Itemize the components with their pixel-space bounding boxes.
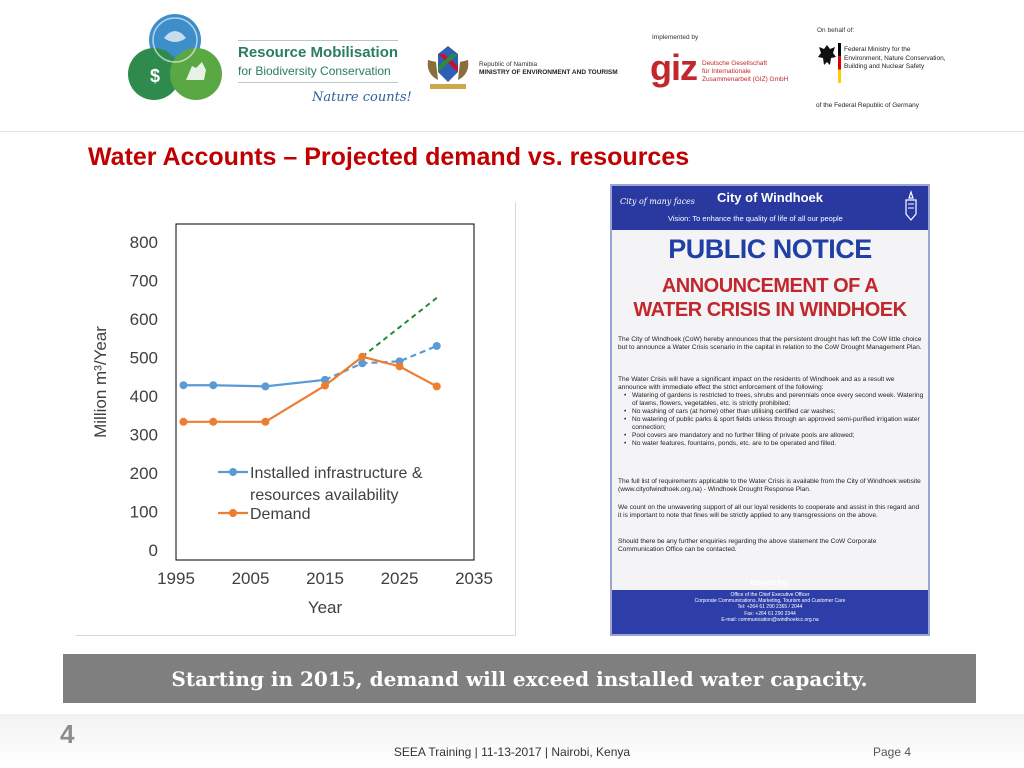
notice-paragraph: We count on the unwavering support of all our loyal residents to cooperate and assist in this regard and it is important to note that fines will be strictly applied to any transgressions on the above. <box>618 504 920 519</box>
issued-line: Tel: +264 61 290 2365 / 2044 <box>737 604 803 611</box>
namibia-country: Republic of Namibia <box>479 61 538 68</box>
notice-bullet-list <box>626 392 924 448</box>
rm-title: Resource Mobilisation <box>238 44 399 61</box>
notice-subheadline <box>612 274 928 322</box>
legend-infrastructure-label: Installed infrastructure & resources availability <box>250 465 423 504</box>
fed-ministry-line: Federal Ministry for the <box>844 46 911 53</box>
infrastructure-point <box>179 381 187 389</box>
issued-line: Office of the Chief Executive Officer <box>730 592 810 598</box>
x-tick-label: 2035 <box>455 569 493 588</box>
x-axis-label: Year <box>307 598 343 617</box>
notice-paragraph <box>618 376 924 448</box>
issued-line: Fax: +264 61 290 2344 <box>744 610 796 617</box>
giz-line: Zusammenarbeit (GIZ) GmbH <box>702 76 789 83</box>
rm-subtitle: for Biodiversity Conservation <box>238 64 391 78</box>
demand-point <box>209 418 217 426</box>
notice-vision: Vision: To enhance the quality of life of all our people <box>668 214 843 223</box>
windhoek-crest-icon <box>900 190 922 226</box>
notice-bullet: • Pool covers are mandatory and no further filling of private pools are allowed; <box>626 432 924 440</box>
y-tick-label: 300 <box>129 425 158 445</box>
notice-subhead-line: WATER CRISIS IN WINDHOEK <box>633 299 907 321</box>
rm-divider-top <box>238 40 398 41</box>
giz-logo: giz <box>650 47 697 88</box>
key-message-banner <box>63 654 976 703</box>
giz-line: Deutsche Gesellschaft <box>702 60 768 67</box>
y-axis-label: Million m³/Year <box>91 326 110 438</box>
notice-body <box>612 230 928 590</box>
city-logo: City of many faces <box>620 197 695 206</box>
rm-divider <box>238 82 398 83</box>
notice-header <box>612 186 928 230</box>
y-tick-label: 800 <box>129 233 158 252</box>
notice-paragraph: The City of Windhoek (CoW) hereby announces that the persistent drought has left the CoW little choice but to announce a Water Crisis scenario in the capital in relation to the CoW Drought Management Plan. <box>618 336 922 351</box>
x-tick-label: 1995 <box>157 569 195 588</box>
notice-issued-details <box>612 592 928 623</box>
namibia-ministry: MINISTRY OF ENVIRONMENT AND TOURISM <box>479 69 618 76</box>
y-tick-label: 600 <box>129 310 158 329</box>
giz-line: für Internationale <box>702 68 751 75</box>
giz-description <box>702 60 788 84</box>
svg-text:$: $ <box>150 66 161 86</box>
x-tick-label: 2015 <box>306 569 344 588</box>
notice-issued-by: Issued by: <box>750 578 790 587</box>
footer-page-label: Page 4 <box>873 745 912 759</box>
notice-paragraph: The full list of requirements applicable to the Water Crisis is available from the City of Windhoek website (www.cityofwindhoek.org.na) - Windhoek Drought Response Plan. <box>618 478 921 493</box>
federal-republic: of the Federal Republic of Germany <box>816 102 919 109</box>
notice-paragraph: Should there be any further enquiries regarding the above statement the CoW Corporate Communication Office can be contacted. <box>618 538 877 553</box>
slide-number: 4 <box>60 719 75 749</box>
public-notice-poster <box>610 184 930 636</box>
namibia-crest-icon <box>424 42 472 92</box>
chart-panel <box>76 202 516 636</box>
demand-trend-line <box>362 298 437 357</box>
demand-point <box>261 418 269 426</box>
banner-text: Starting in 2015, demand will exceed installed water capacity. <box>171 667 868 691</box>
x-tick-label: 2005 <box>231 569 270 588</box>
notice-headline: PUBLIC NOTICE <box>668 234 872 264</box>
header-logos <box>0 0 1024 132</box>
notice-bullet: • No washing of cars (at home) other than utilising certified car washes; <box>626 408 924 416</box>
y-tick-label: 0 <box>148 541 158 560</box>
rm-tagline: Nature counts! <box>312 90 412 105</box>
demand-point <box>433 382 441 390</box>
y-tick-label: 200 <box>129 464 158 483</box>
federal-eagle-icon <box>818 43 836 67</box>
demand-point <box>358 353 366 361</box>
federal-ministry <box>844 46 946 72</box>
infrastructure-point <box>433 342 441 350</box>
infrastructure-line-projected <box>325 346 437 380</box>
x-tick-label: 2025 <box>380 569 419 588</box>
demand-point <box>396 362 404 370</box>
footer-band <box>0 714 1024 768</box>
notice-paragraph-text: The Water Crisis will have a significant impact on the residents of Windhoek and as a result we announce with immediate effect the strict enforcement of the following: <box>618 376 895 391</box>
demand-point <box>179 418 187 426</box>
german-flag-icon <box>838 43 841 83</box>
infrastructure-point <box>209 381 217 389</box>
y-tick-label: 100 <box>129 502 158 522</box>
legend-infrastructure-marker <box>229 468 237 476</box>
notice-bullet: • No watering of public parks & sport fields unless through an approved semi-purified irrigation water connection; <box>626 416 924 432</box>
implemented-by-label: Implemented by <box>652 34 699 41</box>
issued-line: E-mail: communication@windhoekcc.org.na <box>721 616 819 623</box>
on-behalf-label: On behalf of: <box>817 27 855 34</box>
legend-demand-marker <box>229 509 237 517</box>
resource-mobilisation-emblem <box>120 10 230 110</box>
demand-vs-resources-chart <box>76 202 516 636</box>
infrastructure-line-solid <box>183 380 325 387</box>
fed-ministry-line: Building and Nuclear Safety <box>844 63 925 70</box>
demand-point <box>321 382 329 390</box>
plot-frame <box>176 224 474 560</box>
notice-city: City of Windhoek <box>716 190 824 205</box>
y-tick-label: 500 <box>129 348 158 368</box>
footer-event: SEEA Training | 11-13-2017 | Nairobi, Kenya <box>393 745 631 759</box>
y-tick-label: 700 <box>129 271 158 291</box>
fed-ministry-line: Environment, Nature Conservation, <box>844 54 946 62</box>
notice-subhead-line: ANNOUNCEMENT OF A <box>661 275 879 297</box>
slide-title: Water Accounts – Projected demand vs. resources <box>88 143 690 171</box>
infrastructure-point <box>261 382 269 390</box>
y-tick-label: 400 <box>129 387 158 406</box>
legend-demand-label: Demand <box>250 506 311 523</box>
notice-bullet: • Watering of gardens is restricted to trees, shrubs and perennials once every second week. Watering of lawns, flowers, vegetables, etc. is strictly prohibited; <box>626 392 924 408</box>
issued-line: Corporate Communications, Marketing, Tourism and Customer Care <box>694 598 846 605</box>
notice-bullet: • No water features, fountains, ponds, etc. are to be operated and filled. <box>626 440 924 448</box>
